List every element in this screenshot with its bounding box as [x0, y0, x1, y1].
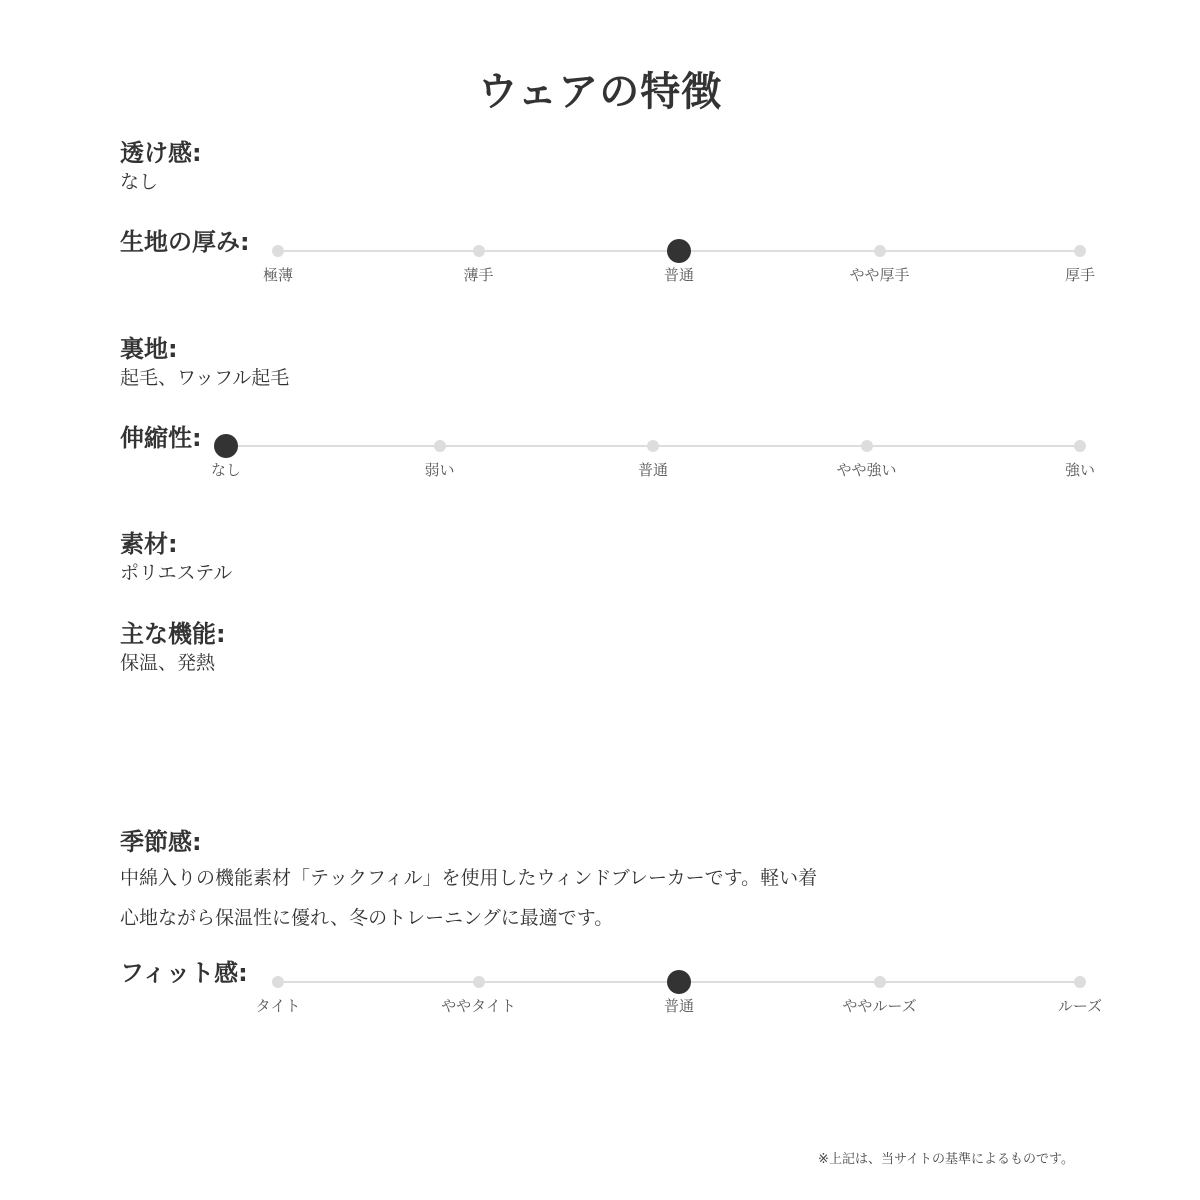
season-text-line-1: 中綿入りの機能素材「テックフィル」を使用したウィンドブレーカーです。軽い着 [120, 867, 818, 889]
functions-value: 保温、発熱 [120, 652, 216, 674]
season-text-line-2: 心地ながら保温性に優れ、冬のトレーニングに最適です。 [120, 907, 614, 929]
stretch-dot-option [434, 440, 446, 452]
thickness-option-label: 極薄 [262, 266, 293, 284]
thickness-dot-option [473, 245, 485, 257]
fit-option-label: ルーズ [1057, 997, 1103, 1015]
thickness-option-label: 普通 [663, 266, 694, 284]
thickness-scale [262, 240, 1095, 300]
thickness-option-label: やや厚手 [849, 266, 910, 284]
stretch-dot-option [1074, 440, 1086, 452]
fit-section [120, 957, 248, 989]
fit-option-label: ややルーズ [842, 997, 917, 1015]
functions-label: 主な機能: [120, 620, 226, 648]
season-label: 季節感: [120, 828, 202, 856]
stretch-option-label: やや強い [836, 461, 897, 479]
functions-section [120, 618, 226, 676]
material-label: 素材: [120, 530, 178, 558]
stretch-dot-option [647, 440, 659, 452]
thickness-section [120, 226, 250, 258]
stretch-option-label: 弱い [424, 461, 455, 479]
page-title: ウェアの特徴 [477, 69, 723, 115]
thickness-label: 生地の厚み: [120, 228, 250, 256]
stretch-dot-option [861, 440, 873, 452]
fit-option-label: タイト [255, 997, 301, 1015]
fit-dot-selected [667, 970, 691, 994]
fit-dot-option [272, 976, 284, 988]
fit-dot-option [1074, 976, 1086, 988]
stretch-scale [210, 435, 1095, 495]
thickness-dot-selected [667, 239, 691, 263]
stretch-label: 伸縮性: [120, 424, 202, 452]
lining-section [120, 333, 289, 391]
stretch-option-label: 普通 [637, 461, 668, 479]
transparency-value: なし [120, 171, 159, 193]
stretch-dot-selected [214, 434, 238, 458]
stretch-option-label: なし [210, 461, 241, 479]
fit-option-label: ややタイト [441, 997, 516, 1015]
thickness-dot-option [272, 245, 284, 257]
season-section [120, 826, 817, 938]
material-value: ポリエステル [120, 562, 233, 584]
lining-value: 起毛、ワッフル起毛 [120, 367, 290, 389]
fit-dot-option [874, 976, 886, 988]
stretch-section [120, 422, 202, 454]
fit-label: フィット感: [120, 959, 248, 987]
fit-dot-option [473, 976, 485, 988]
stretch-option-label: 強い [1064, 461, 1095, 479]
lining-label: 裏地: [120, 335, 178, 363]
fit-option-label: 普通 [663, 997, 694, 1015]
transparency-section [120, 137, 202, 195]
material-section [120, 528, 232, 586]
thickness-dot-option [874, 245, 886, 257]
thickness-option-label: 厚手 [1064, 266, 1095, 284]
thickness-option-label: 薄手 [463, 266, 494, 284]
fit-scale [255, 971, 1103, 1031]
transparency-label: 透け感: [120, 139, 202, 167]
footnote: ※上記は、当サイトの基準によるものです。 [818, 1152, 1074, 1167]
thickness-dot-option [1074, 245, 1086, 257]
